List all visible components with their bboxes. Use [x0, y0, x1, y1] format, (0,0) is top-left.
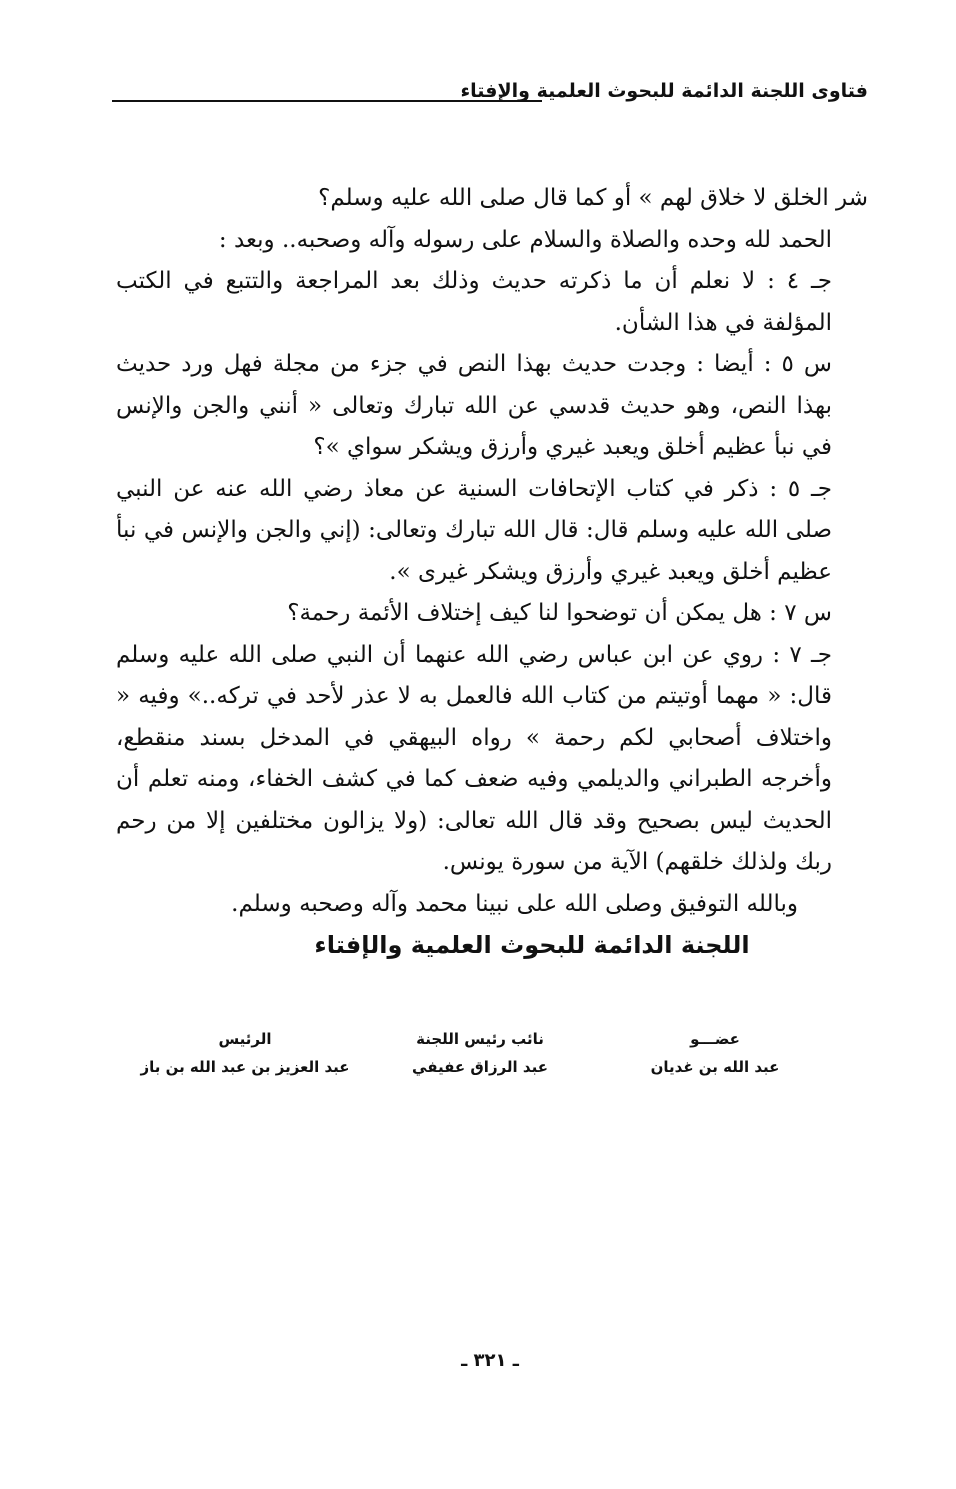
answer-5: جـ ٥ : ذكر في كتاب الإتحافات السنية عن معاذ رضي الله عنه عن النبي صلى الله عليه وسلم قال: قال الله تبارك وتعالى: (إني والجن والإنس في نبأ عظيم أخلق ويعبد غيري وأرزق ويشكر غيرى ». — [116, 475, 832, 585]
signature-member-name: عبد الله بن غديان — [650, 1058, 780, 1076]
closing-line: وبالله التوفيق وصلى الله على نبينا محمد وآله وصحبه وسلم. — [231, 890, 798, 917]
page-number: ـ ٣٢١ ـ — [461, 1350, 519, 1371]
answer-7: جـ ٧ : روي عن ابن عباس رضي الله عنهما أن النبي صلى الله عليه وسلم قال: « مهما أوتيتم من كتاب الله فالعمل به لا عذر لأحد في تركه..» وفيه « واختلاف أصحابي لكم رحمة » رواه البيهقي في المدخل بسند منقطع، وأخرجه الطبراني والديلمي وفيه ضعف كما في كشف الخفاء، ومنه تعلم أن الحديث ليس بصحيح وقد قال الله تعالى: (ولا يزالون مختلفين إلا من رحم ربك ولذلك خلقهم) الآية من سورة يونس. — [116, 641, 832, 875]
signatures — [130, 1030, 830, 1090]
question-7: س ٧ : هل يمكن أن توضحوا لنا كيف إختلاف الأئمة رحمة؟ — [287, 600, 832, 626]
committee-name: اللجنة الدائمة للبحوث العلمية والإفتاء — [314, 931, 750, 959]
paragraph-2: الحمد لله وحده والصلاة والسلام على رسوله وآله وصحبه.. وبعد : — [218, 226, 832, 253]
signature-chair-name: عبد العزيز بن عبد الله بن باز — [140, 1058, 350, 1076]
signature-deputy-role: نائب رئيس اللجنة — [416, 1030, 544, 1048]
signature-chair-role: الرئيس — [218, 1030, 272, 1048]
question-5: س ٥ : أيضا : وجدت حديث بهذا النص في جزء من مجلة فهل ورد حديث بهذا النص، وهو حديث قدسي عن الله تبارك وتعالى « أنني والجن والإنس في نبأ عظيم أخلق ويعبد غيري وأرزق ويشكر سواي »؟ — [116, 351, 832, 460]
signature-chair — [130, 1030, 360, 1076]
answer-4: جـ ٤ : لا نعلم أن ما ذكرته حديث وذلك بعد المراجعة والتتبع في الكتب المؤلفة في هذا الشأن. — [116, 268, 832, 336]
signature-deputy — [365, 1030, 595, 1076]
page-header-title: فتاوى اللجنة الدائمة للبحوث العلمية والإفتاء — [460, 80, 868, 102]
signature-deputy-name: عبد الرزاق عفيفي — [412, 1058, 548, 1076]
signature-member — [600, 1030, 830, 1076]
body-text — [116, 178, 868, 967]
header-rule — [112, 100, 542, 102]
paragraph-1: شر الخلق لا خلاق لهم » أو كما قال صلى الله عليه وسلم؟ — [318, 185, 868, 211]
signature-member-role: عضـــو — [690, 1030, 740, 1048]
